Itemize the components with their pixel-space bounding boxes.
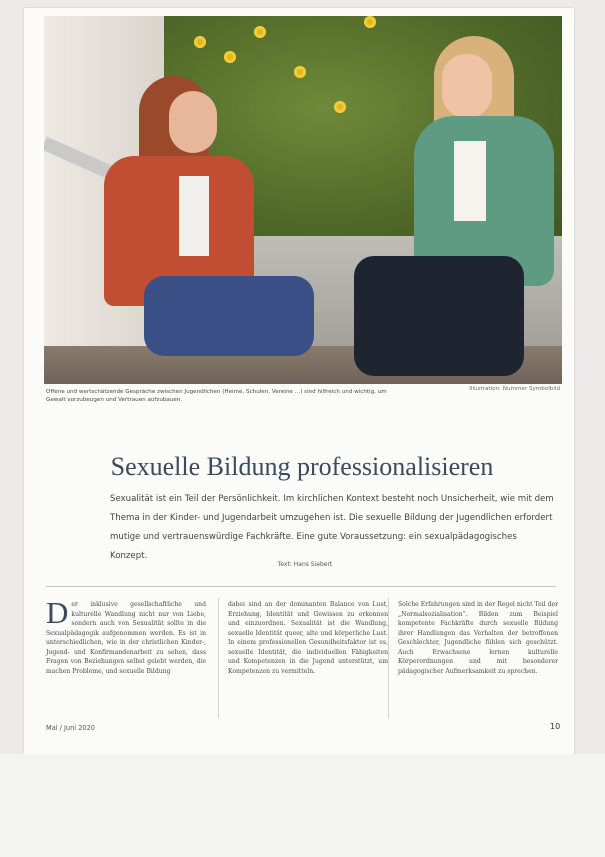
article-intro: Sexualität ist ein Teil der Persönlichkeit. Im kirchlichen Kontext besteht noch Unsicherheit, wie mit dem Thema in der Kinder- und Jugendarbeit umzugehen ist. Die sexuelle Bildung der Jugendlichen erfordert mutige und vertrauenswürdige Fachkräfte. Eine gute Voraussetzung: ein sexualpädagogisches Konzept. (110, 494, 554, 561)
jeans (144, 276, 314, 356)
person-right (334, 36, 562, 384)
issue-label: Mai / Juni 2020 (46, 724, 95, 732)
body-column-1 (46, 595, 206, 676)
photo-credit: Illustration: Nummer Symbolbild (469, 386, 560, 392)
column-divider (388, 598, 389, 718)
body-text: dabei sind an der dominanten Balance von Lust, Erziehung, Identität und Gewissen zu erkennen und einzuordnen. Sexualität ist die Wandlung, sexuelle Identität queer, alte und körperliche Lust. In einem professionellen Gesundheitsfaktor ist es, sexuelle Identität, die individuellen Fähigkeiten und Kompetenzen in die Jugend unterstützt, um Kompetenzen zu vermitteln. (228, 601, 388, 675)
photo-caption: Offene und wertschätzende Gespräche zwischen Jugendlichen (Heime, Schulen, Vereine …) sind hilfreich und wichtig, um Gewalt vorzubeugen und Vertrauen aufzubauen. (46, 389, 387, 403)
body-column-3 (398, 600, 558, 676)
body-text: Solche Erfahrungen sind in der Regel nicht Teil der „Normalsozialisation“. Bilden zum Beispiel kompetente Fachkräfte durch sexuelle Bildung ihrer Handlungen das Verhalten der betroffenen Geschlechter, Jugendliche fühlen sich geschützt. Auch Erwachsene lernen kulturelle Körperordnungen und mit besonderer pädagogischer Aufmerksamkeit zu sprechen. (398, 601, 558, 675)
face (442, 54, 492, 118)
flower (194, 36, 206, 48)
person-left (84, 76, 314, 366)
flower (364, 16, 376, 28)
face (169, 91, 217, 153)
page-number: 10 (550, 722, 561, 731)
drop-cap: D (46, 595, 69, 630)
flower (254, 26, 266, 38)
shirt (454, 141, 486, 221)
body-text: er inklusive gesellschaftliche und kulturelle Wandlung nicht nur von Liebe, sondern auch von Sexualität sollte in die Sexualpädagogik aufgenommen werden. Es ist in unterschiedlichen, wie in der christlichen Kinder-, Jugend- und Konfirmandenarbeit zu sehen, dass Fragen von Beziehungen selbst gelebt werden, die machen Probleme, und sexuelle Bildung (46, 601, 206, 675)
column-divider (218, 598, 219, 718)
jeans (354, 256, 524, 376)
article-byline: Text: Hans Siebert (277, 561, 333, 568)
scan-margin (0, 754, 605, 857)
shirt (179, 176, 209, 256)
article-photo (44, 16, 562, 384)
divider (46, 586, 556, 587)
article-title: Sexuelle Bildung professionalisieren (110, 452, 494, 481)
flower (224, 51, 236, 63)
body-column-2 (228, 600, 388, 676)
